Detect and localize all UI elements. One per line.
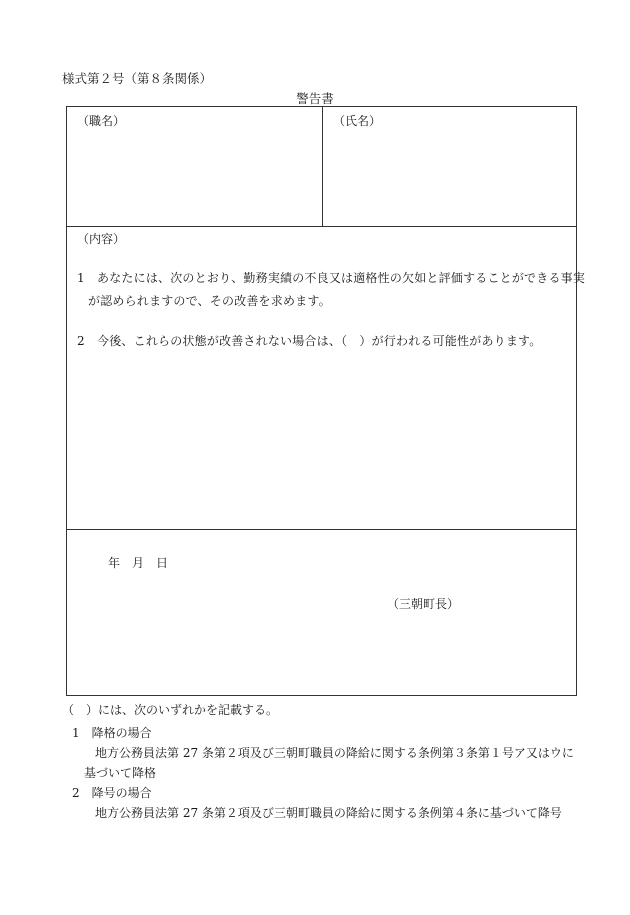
position-label: （職名） bbox=[77, 114, 126, 128]
date-field: 年 月 日 bbox=[108, 556, 169, 570]
issuer-name: （三朝町長） bbox=[387, 597, 460, 611]
warning-form-table bbox=[66, 106, 586, 696]
name-label: （氏名） bbox=[333, 114, 382, 128]
content-item-1-line-2: が認められますので、その改善を求めます。 bbox=[88, 294, 331, 308]
row-divider-2 bbox=[67, 529, 576, 530]
note-item-1-text-line-1: 地方公務員法第 27 条第２項及び三朝町職員の降給に関する条例第３条第１号ア又はウに bbox=[95, 746, 574, 760]
row-divider-1 bbox=[67, 226, 576, 227]
document-title: 警告書 bbox=[296, 91, 334, 106]
column-divider bbox=[322, 107, 323, 226]
note-item-2-text: 地方公務員法第 27 条第２項及び三朝町職員の降給に関する条例第４条に基づいて降号 bbox=[95, 806, 562, 820]
note-intro: （ ）には、次のいずれかを記載する。 bbox=[62, 703, 279, 717]
note-item-1-text-line-2: 基づいて降格 bbox=[84, 766, 157, 780]
note-item-2-title: 2 降号の場合 bbox=[72, 786, 152, 800]
note-item-1-title: 1 降格の場合 bbox=[72, 726, 152, 740]
content-item-1-line-1: 1 あなたには、次のとおり、勤務実績の不良又は適格性の欠如と評価することができる事実 bbox=[77, 271, 586, 285]
content-label: （内容） bbox=[77, 232, 126, 246]
form-number: 様式第２号（第８条関係） bbox=[62, 71, 213, 86]
content-item-2-line-1: 2 今後、これらの状態が改善されない場合は、（ ）が行われる可能性があります。 bbox=[77, 334, 542, 348]
